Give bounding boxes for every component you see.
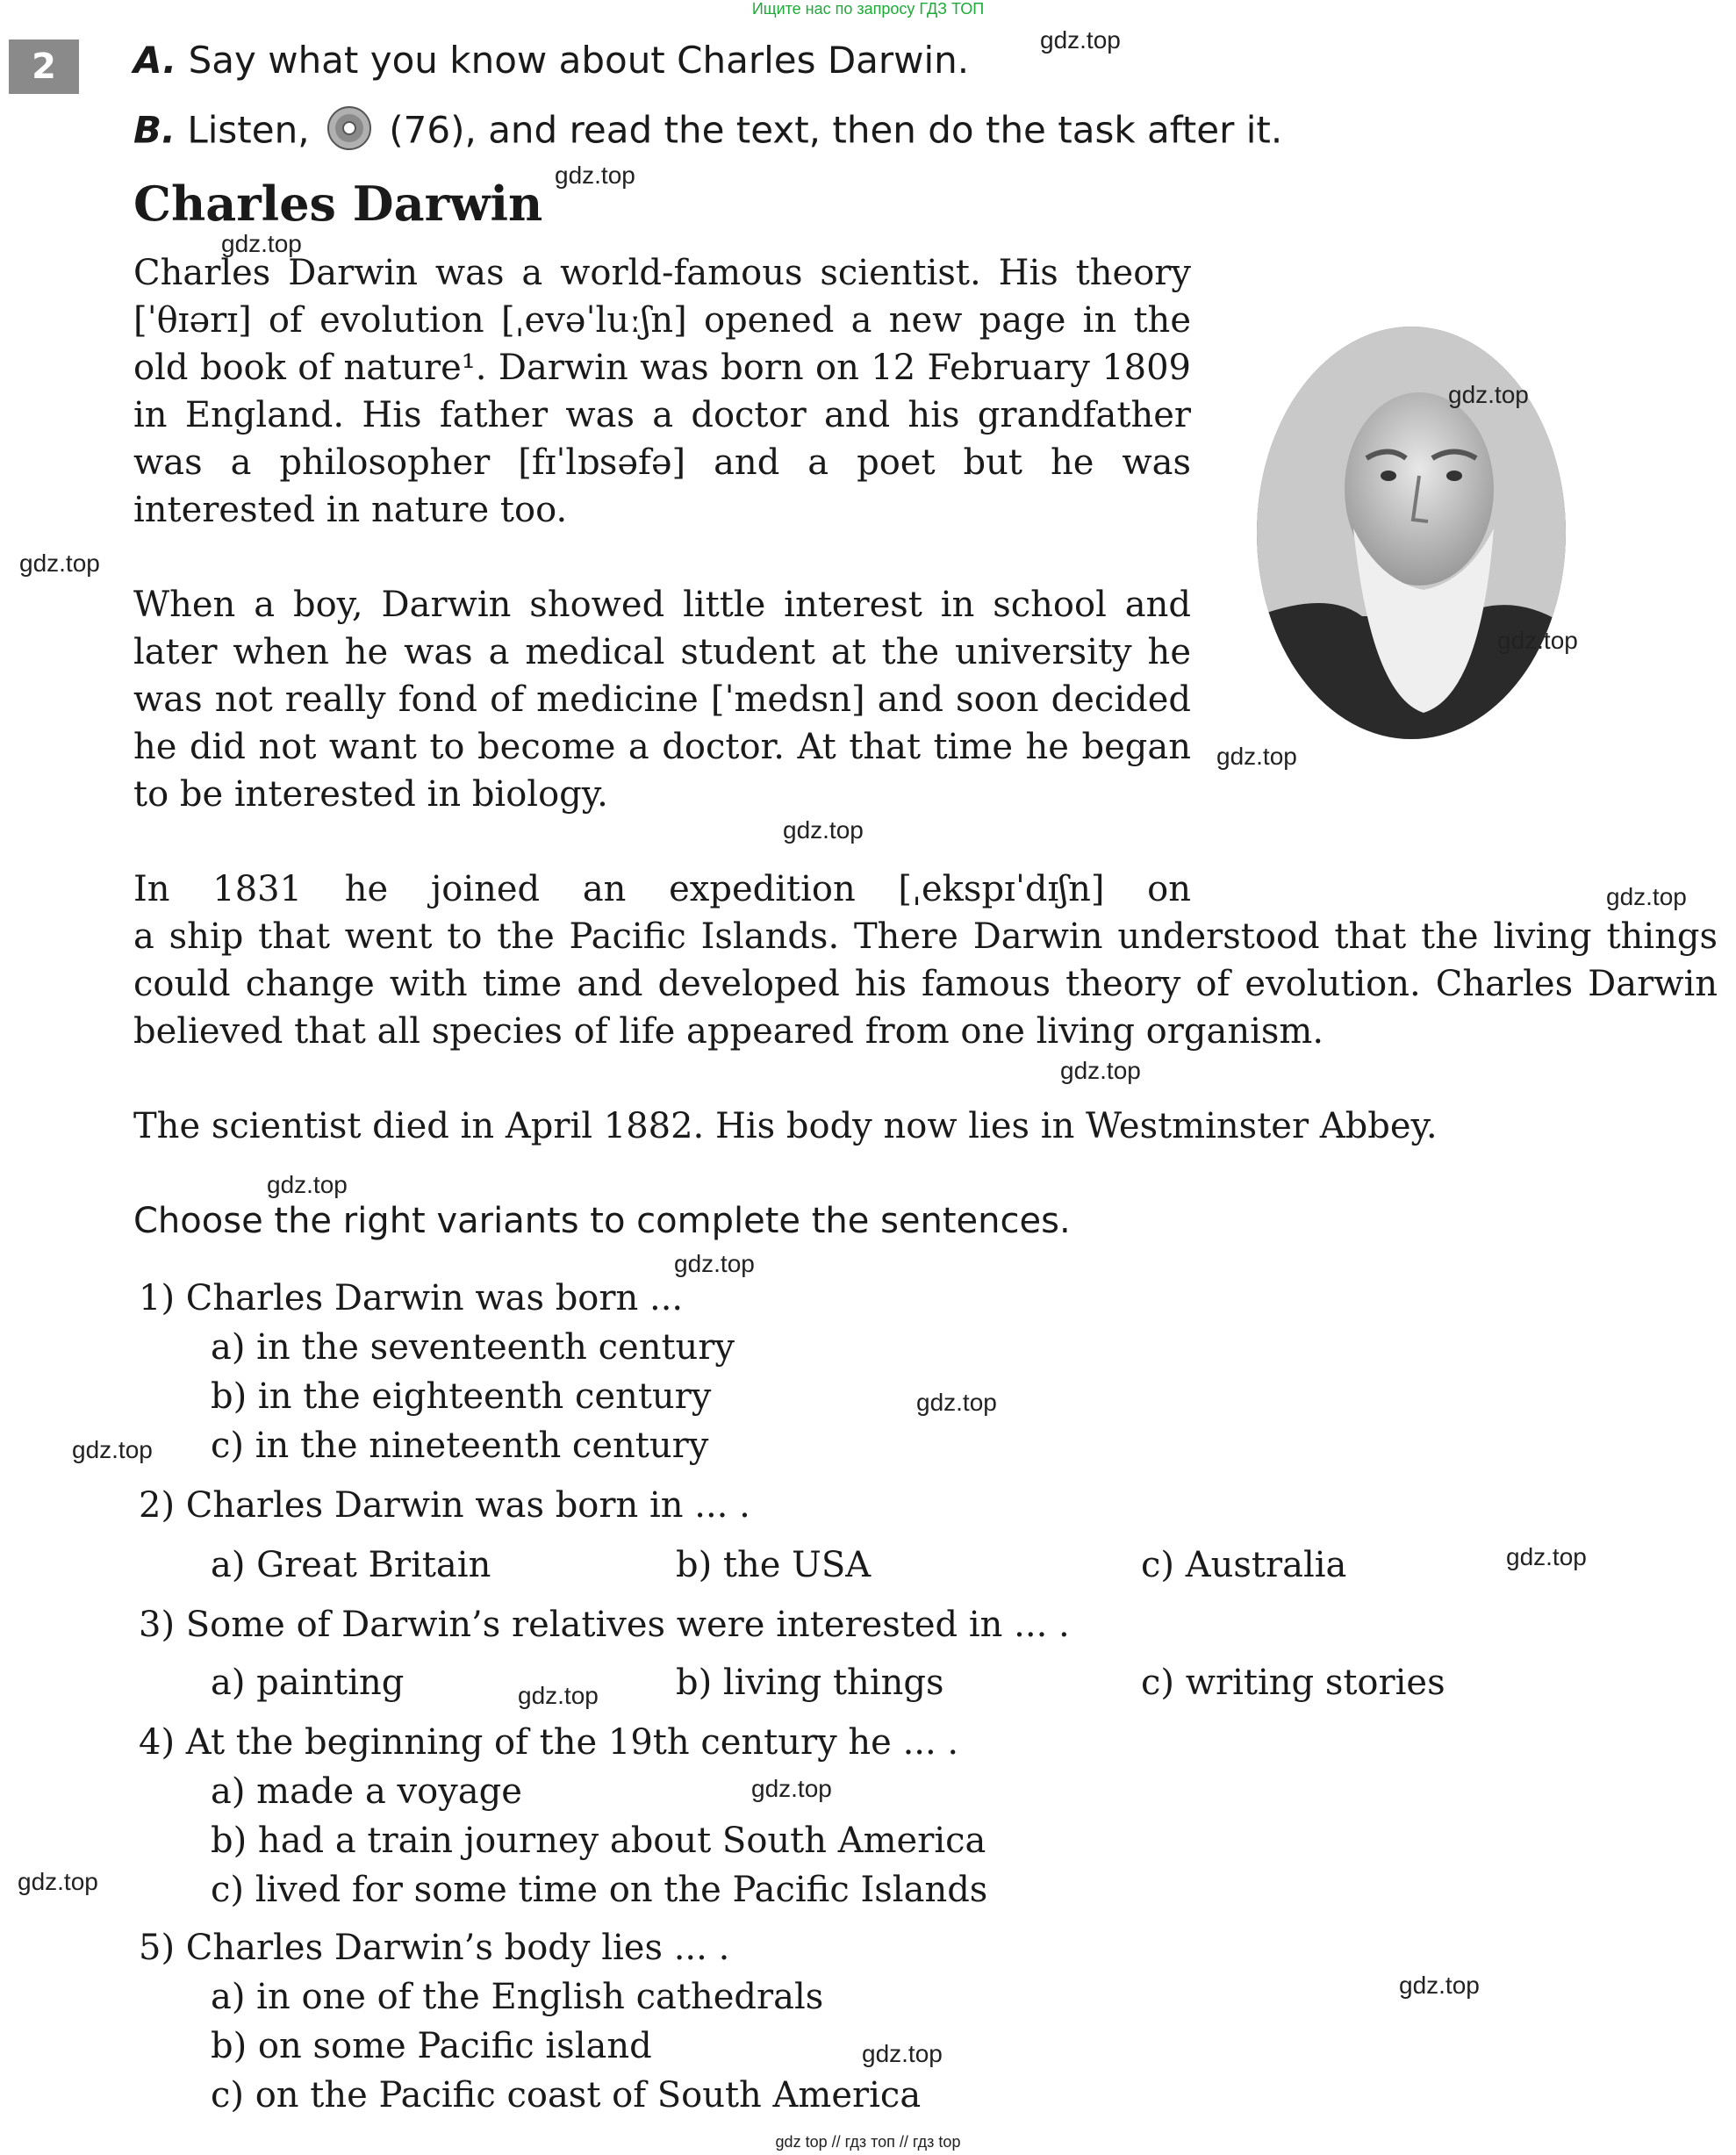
paragraph-4: The scientist died in April 1882. His body now lies in Westminster Abbey. <box>133 1106 1438 1146</box>
paragraph-3-rest: a ship that went to the Pacific Islands. There Darwin understood that the living things could change with time and developed his famous theory of evolution. Charles Darwin believed that all species of life appeared from one living organism. <box>133 916 1718 1052</box>
option-2a: a) Great Britain <box>211 1545 491 1585</box>
watermark: gdz.top <box>862 2040 943 2067</box>
question-3: 3) Some of Darwin’s relatives were interested in ... . <box>139 1605 1070 1645</box>
question-2: 2) Charles Darwin was born in ... . <box>139 1485 750 1526</box>
watermark: gdz.top <box>267 1171 348 1198</box>
watermark: gdz.top <box>1606 883 1687 910</box>
watermark: gdz.top <box>1448 381 1529 408</box>
watermark: gdz.top <box>783 816 864 844</box>
question-4: 4) At the beginning of the 19th century he ... . <box>139 1722 959 1763</box>
option-1c: c) in the nineteenth century <box>211 1426 709 1466</box>
option-1b: b) in the eighteenth century <box>211 1376 712 1417</box>
watermark: gdz.top <box>1497 627 1578 654</box>
watermark: gdz.top <box>1060 1057 1141 1084</box>
watermark: gdz.top <box>221 230 302 257</box>
task-a-instruction <box>133 39 969 82</box>
watermark: gdz.top <box>1399 1972 1480 1999</box>
option-3b: b) living things <box>676 1663 944 1703</box>
watermark: gdz.top <box>674 1250 755 1277</box>
watermark: gdz.top <box>19 550 100 577</box>
watermark: gdz.top <box>751 1775 832 1802</box>
bottom-banner: gdz top // гдз топ // гдз top <box>775 2133 961 2151</box>
task-b-text-before: Listen, <box>187 108 310 152</box>
option-5c: c) on the Pacific coast of South America <box>211 2075 922 2115</box>
top-banner: Ищите нас по запросу ГДЗ ТОП <box>751 0 985 18</box>
option-5a: a) in one of the English cathedrals <box>211 1977 824 2017</box>
task-number: 2 <box>9 40 79 94</box>
task-a-letter: A. <box>133 39 177 82</box>
option-4a: a) made a voyage <box>211 1771 522 1812</box>
task-a-text: Say what you know about Charles Darwin. <box>188 39 970 82</box>
watermark: gdz.top <box>1040 26 1121 54</box>
watermark: gdz.top <box>1216 743 1297 770</box>
paragraph-3-start: In 1831 he joined an expedition [ˌekspɪˈdɪʃn] on <box>133 869 1191 909</box>
option-2c: c) Australia <box>1141 1545 1347 1585</box>
watermark: gdz.top <box>18 1868 98 1895</box>
option-4b: b) had a train journey about South America <box>211 1821 986 1861</box>
task-b-text-after: (76), and read the text, then do the task after it. <box>389 108 1283 152</box>
option-2b: b) the USA <box>676 1545 872 1585</box>
option-5b: b) on some Pacific island <box>211 2026 652 2066</box>
option-4c: c) lived for some time on the Pacific Islands <box>211 1870 988 1910</box>
article-title: Charles Darwin <box>133 176 543 232</box>
watermark: gdz.top <box>1506 1543 1587 1570</box>
watermark: gdz.top <box>72 1436 153 1463</box>
question-1: 1) Charles Darwin was born ... <box>139 1278 684 1318</box>
watermark: gdz.top <box>555 162 635 189</box>
watermark: gdz.top <box>916 1389 997 1416</box>
task-b-instruction <box>133 105 1282 160</box>
question-5: 5) Charles Darwin’s body lies ... . <box>139 1928 730 1968</box>
quiz-instruction: Choose the right variants to complete the sentences. <box>133 1201 1071 1241</box>
paragraph-1: Charles Darwin was a world-famous scientist. His theory [ˈθɪərɪ] of evolution [ˌevəˈluːʃn] opened a new page in the old book of nature¹. Darwin was born on 12 February 1809 in England. His father was a doctor and his grandfather was a philosopher [fɪˈlɒsəfə] and a poet but he was interested in nature too. <box>133 253 1191 530</box>
audio-disc-icon <box>326 105 372 160</box>
option-3c: c) writing stories <box>1141 1663 1445 1703</box>
option-1a: a) in the seventeenth century <box>211 1327 735 1368</box>
watermark: gdz.top <box>518 1682 599 1709</box>
option-3a: a) painting <box>211 1663 405 1703</box>
paragraph-2: When a boy, Darwin showed little interest in school and later when he was a medical student at the university he was not really fond of medicine [ˈmedsn] and soon decided he did not want to become a doctor. At that time he began to be interested in biology. <box>133 585 1191 815</box>
task-b-letter: B. <box>133 108 176 152</box>
